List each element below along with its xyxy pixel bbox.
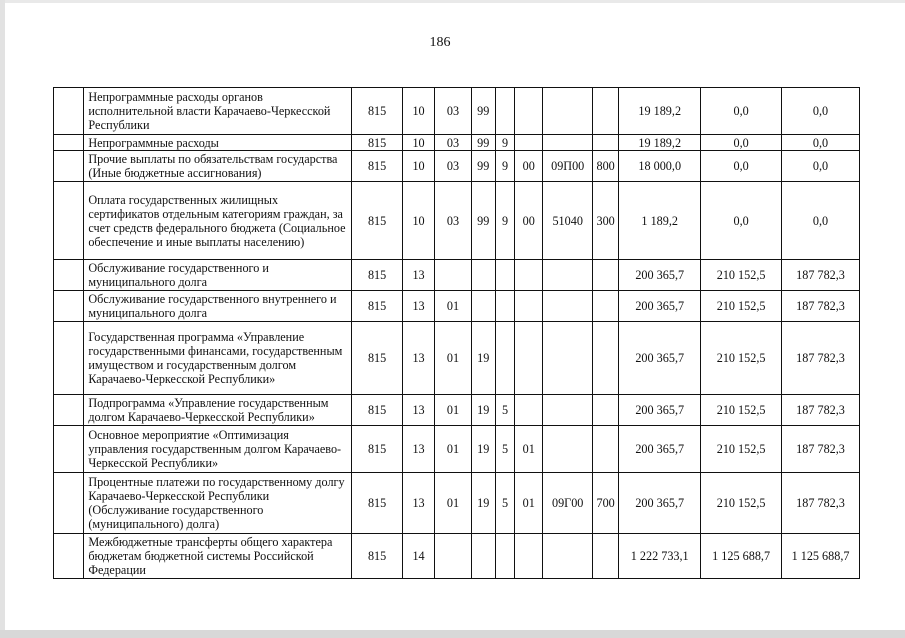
table-row <box>54 151 860 182</box>
cell-year3: 0,0 <box>782 182 860 260</box>
cell-program: 99 <box>471 88 495 135</box>
cell-ved: 815 <box>352 151 403 182</box>
table-row <box>54 260 860 291</box>
blank-cell <box>54 322 84 395</box>
cell-year3: 0,0 <box>782 88 860 135</box>
cell-pr: 01 <box>435 395 471 426</box>
cell-subprogram: 9 <box>495 135 514 151</box>
row-name: Подпрограмма «Управление государственным долгом Карачаево-Черкесской Республики» <box>84 395 352 426</box>
table-row <box>54 322 860 395</box>
cell-year2: 0,0 <box>701 88 782 135</box>
cell-year2: 210 152,5 <box>701 395 782 426</box>
cell-year2: 210 152,5 <box>701 322 782 395</box>
cell-rz: 10 <box>402 88 434 135</box>
cell-subprogram <box>495 291 514 322</box>
cell-year2: 0,0 <box>701 182 782 260</box>
cell-ved: 815 <box>352 426 403 473</box>
cell-year1: 200 365,7 <box>619 395 701 426</box>
cell-subprogram: 5 <box>495 473 514 534</box>
cell-ved: 815 <box>352 260 403 291</box>
cell-vr <box>592 322 618 395</box>
cell-rz: 14 <box>402 534 434 579</box>
cell-year1: 1 222 733,1 <box>619 534 701 579</box>
cell-vr <box>592 135 618 151</box>
blank-cell <box>54 151 84 182</box>
table-row <box>54 395 860 426</box>
cell-year2: 210 152,5 <box>701 260 782 291</box>
scan-edge-top <box>0 0 905 3</box>
cell-rz: 13 <box>402 473 434 534</box>
cell-year1: 19 189,2 <box>619 135 701 151</box>
cell-vr <box>592 88 618 135</box>
cell-year3: 0,0 <box>782 135 860 151</box>
cell-year3: 187 782,3 <box>782 291 860 322</box>
blank-cell <box>54 395 84 426</box>
cell-program <box>471 260 495 291</box>
cell-program: 99 <box>471 151 495 182</box>
cell-vr <box>592 395 618 426</box>
cell-vr: 700 <box>592 473 618 534</box>
cell-vr: 300 <box>592 182 618 260</box>
cell-event <box>515 135 543 151</box>
budget-table <box>53 87 860 579</box>
cell-year3: 187 782,3 <box>782 260 860 291</box>
cell-subprogram <box>495 534 514 579</box>
cell-event: 01 <box>515 473 543 534</box>
cell-year1: 1 189,2 <box>619 182 701 260</box>
row-name: Непрограммные расходы <box>84 135 352 151</box>
cell-year3: 187 782,3 <box>782 426 860 473</box>
cell-event <box>515 260 543 291</box>
cell-rz: 10 <box>402 182 434 260</box>
cell-ved: 815 <box>352 88 403 135</box>
cell-rz: 10 <box>402 135 434 151</box>
cell-pr: 03 <box>435 88 471 135</box>
blank-cell <box>54 534 84 579</box>
table-row <box>54 291 860 322</box>
cell-year1: 200 365,7 <box>619 322 701 395</box>
cell-pr: 03 <box>435 182 471 260</box>
cell-subprogram <box>495 88 514 135</box>
cell-direction: 09П00 <box>543 151 593 182</box>
cell-subprogram: 9 <box>495 182 514 260</box>
cell-vr <box>592 426 618 473</box>
cell-event <box>515 395 543 426</box>
row-name: Непрограммные расходы органов исполнительной власти Карачаево-Черкесской Республики <box>84 88 352 135</box>
cell-rz: 10 <box>402 151 434 182</box>
cell-pr: 01 <box>435 473 471 534</box>
cell-year1: 200 365,7 <box>619 426 701 473</box>
cell-year3: 1 125 688,7 <box>782 534 860 579</box>
cell-event: 00 <box>515 151 543 182</box>
cell-year3: 187 782,3 <box>782 473 860 534</box>
blank-cell <box>54 473 84 534</box>
cell-direction <box>543 322 593 395</box>
row-name: Обслуживание государственного внутреннего и муниципального долга <box>84 291 352 322</box>
cell-rz: 13 <box>402 322 434 395</box>
cell-ved: 815 <box>352 395 403 426</box>
cell-vr <box>592 291 618 322</box>
cell-direction <box>543 426 593 473</box>
row-name: Оплата государственных жилищных сертификатов отдельным категориям граждан, за счет средств федерального бюджета (Социальное обеспечение и иные выплаты населению) <box>84 182 352 260</box>
cell-subprogram <box>495 322 514 395</box>
cell-program: 19 <box>471 322 495 395</box>
table-row <box>54 135 860 151</box>
cell-ved: 815 <box>352 182 403 260</box>
scan-edge-left <box>0 0 5 638</box>
cell-event: 01 <box>515 426 543 473</box>
cell-event <box>515 88 543 135</box>
cell-program: 19 <box>471 473 495 534</box>
table-row <box>54 426 860 473</box>
cell-event <box>515 291 543 322</box>
cell-year1: 200 365,7 <box>619 473 701 534</box>
blank-cell <box>54 88 84 135</box>
table-row <box>54 534 860 579</box>
cell-vr: 800 <box>592 151 618 182</box>
cell-year1: 19 189,2 <box>619 88 701 135</box>
cell-year3: 187 782,3 <box>782 395 860 426</box>
cell-program: 99 <box>471 135 495 151</box>
table-row <box>54 88 860 135</box>
cell-vr <box>592 260 618 291</box>
cell-ved: 815 <box>352 291 403 322</box>
cell-program: 19 <box>471 395 495 426</box>
blank-cell <box>54 182 84 260</box>
cell-year1: 18 000,0 <box>619 151 701 182</box>
cell-rz: 13 <box>402 291 434 322</box>
scan-edge-bottom <box>0 630 905 638</box>
cell-event <box>515 534 543 579</box>
cell-subprogram: 5 <box>495 426 514 473</box>
cell-program <box>471 291 495 322</box>
cell-event: 00 <box>515 182 543 260</box>
cell-pr: 03 <box>435 151 471 182</box>
cell-pr <box>435 534 471 579</box>
row-name: Процентные платежи по государственному долгу Карачаево-Черкесской Республики (Обслуживание государственного (муниципального) долга) <box>84 473 352 534</box>
cell-year2: 210 152,5 <box>701 291 782 322</box>
cell-subprogram: 9 <box>495 151 514 182</box>
cell-year2: 1 125 688,7 <box>701 534 782 579</box>
cell-pr: 01 <box>435 322 471 395</box>
cell-direction <box>543 291 593 322</box>
page-number: 186 <box>429 35 451 50</box>
blank-cell <box>54 426 84 473</box>
cell-ved: 815 <box>352 534 403 579</box>
cell-program: 99 <box>471 182 495 260</box>
blank-cell <box>54 291 84 322</box>
cell-direction <box>543 135 593 151</box>
cell-direction: 09Г00 <box>543 473 593 534</box>
cell-pr <box>435 260 471 291</box>
cell-event <box>515 322 543 395</box>
cell-year3: 0,0 <box>782 151 860 182</box>
cell-pr: 03 <box>435 135 471 151</box>
cell-program <box>471 534 495 579</box>
cell-ved: 815 <box>352 322 403 395</box>
table-row <box>54 473 860 534</box>
cell-rz: 13 <box>402 395 434 426</box>
row-name: Межбюджетные трансферты общего характера бюджетам бюджетной системы Российской Федерации <box>84 534 352 579</box>
cell-rz: 13 <box>402 260 434 291</box>
cell-pr: 01 <box>435 426 471 473</box>
cell-ved: 815 <box>352 473 403 534</box>
cell-rz: 13 <box>402 426 434 473</box>
cell-year3: 187 782,3 <box>782 322 860 395</box>
cell-year2: 210 152,5 <box>701 473 782 534</box>
cell-year2: 0,0 <box>701 135 782 151</box>
cell-year2: 0,0 <box>701 151 782 182</box>
cell-subprogram <box>495 260 514 291</box>
cell-year1: 200 365,7 <box>619 260 701 291</box>
cell-ved: 815 <box>352 135 403 151</box>
blank-cell <box>54 135 84 151</box>
cell-direction: 51040 <box>543 182 593 260</box>
blank-cell <box>54 260 84 291</box>
cell-direction <box>543 260 593 291</box>
row-name: Прочие выплаты по обязательствам государства (Иные бюджетные ассигнования) <box>84 151 352 182</box>
cell-direction <box>543 88 593 135</box>
row-name: Основное мероприятие «Оптимизация управления государственным долгом Карачаево-Черкесской Республики» <box>84 426 352 473</box>
cell-subprogram: 5 <box>495 395 514 426</box>
cell-direction <box>543 534 593 579</box>
cell-pr: 01 <box>435 291 471 322</box>
row-name: Обслуживание государственного и муниципального долга <box>84 260 352 291</box>
row-name: Государственная программа «Управление государственными финансами, государственным имуществом и государственным долгом Карачаево-Черкесской Республики» <box>84 322 352 395</box>
cell-vr <box>592 534 618 579</box>
table-row <box>54 182 860 260</box>
cell-year2: 210 152,5 <box>701 426 782 473</box>
cell-program: 19 <box>471 426 495 473</box>
cell-year1: 200 365,7 <box>619 291 701 322</box>
cell-direction <box>543 395 593 426</box>
